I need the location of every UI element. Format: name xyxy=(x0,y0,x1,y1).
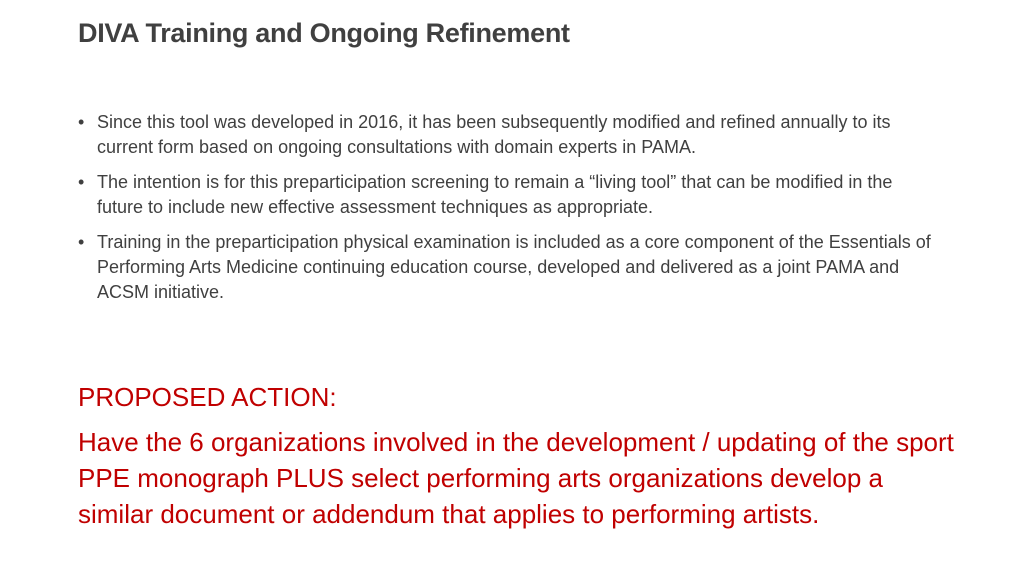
bullet-marker: • xyxy=(78,112,85,132)
bullet-list xyxy=(78,110,938,315)
slide-title: DIVA Training and Ongoing Refinement xyxy=(78,18,570,48)
proposed-action-heading: PROPOSED ACTION: xyxy=(78,382,337,412)
bullet-text: Training in the preparticipation physical examination is included as a core component of the Essentials of Performing Arts Medicine continuing education course, developed and delivered as a joint PAMA and ACSM initiative. xyxy=(97,232,931,302)
bullet-text: Since this tool was developed in 2016, it has been subsequently modified and refined annually to its current form based on ongoing consultations with domain experts in PAMA. xyxy=(97,112,891,157)
bullet-item xyxy=(78,110,938,160)
bullet-item xyxy=(78,230,938,305)
bullet-item xyxy=(78,170,938,220)
bullet-marker: • xyxy=(78,172,85,192)
bullet-text: The intention is for this preparticipation screening to remain a “living tool” that can be modified in the future to include new effective assessment techniques as appropriate. xyxy=(97,172,893,217)
bullet-marker: • xyxy=(78,232,85,252)
proposed-action-body: Have the 6 organizations involved in the development / updating of the sport PPE monograph PLUS select performing arts organizations develop a similar document or addendum that applies to performing artists. xyxy=(78,427,954,529)
